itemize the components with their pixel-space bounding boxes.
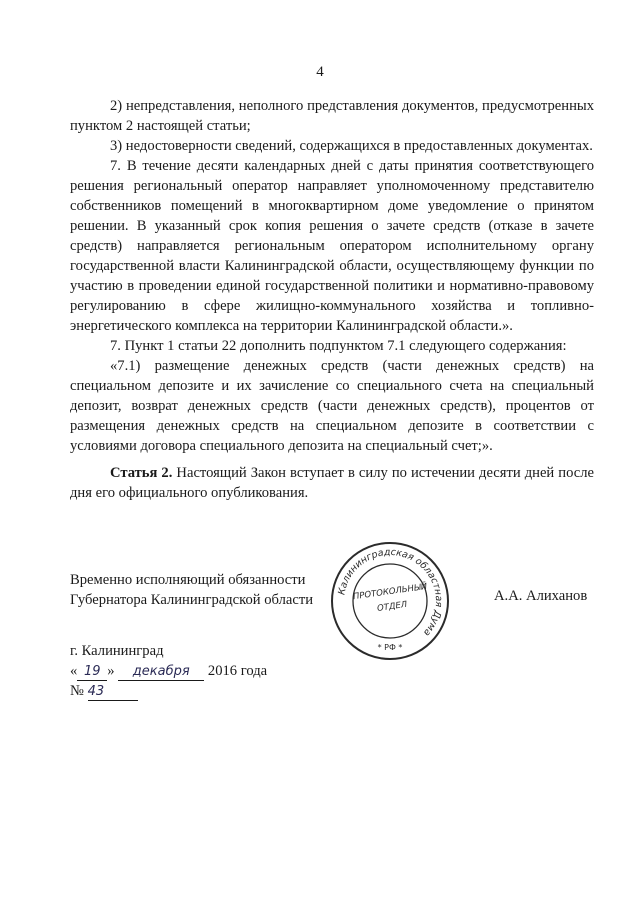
paragraph-item-2: 2) непредставления, неполного представления документов, предусмотренных пунктом 2 настоящей статьи;	[70, 98, 594, 134]
date-month: декабря	[118, 664, 204, 681]
date-quote-close: »	[107, 663, 115, 679]
date-quote-open: «	[70, 663, 78, 679]
signature-block	[70, 570, 350, 610]
page-number: 4	[316, 64, 324, 80]
signatory-title-line-2: Губернатора Калининградской области	[70, 592, 314, 608]
paragraph-item-3: 3) недостоверности сведений, содержащихся в предоставленных документах.	[110, 138, 593, 154]
law-text	[70, 96, 594, 456]
official-stamp	[329, 540, 451, 662]
stamp-bottom-text: * РФ *	[377, 643, 403, 652]
city: г. Калининград	[70, 643, 164, 659]
paragraph-point-7: 7. В течение десяти календарных дней с даты принятия соответствующего решения региональный оператор направляет уполномоченному представителю собственников помещений в многоквартирном доме уведомление о принятом решении. В указанный срок копия решения о зачете средств (отказе в зачете средств) направляется региональным оператором исполнительному органу государственной власти Калининградской области, осуществляющему функции по участию в проведении единой государственной политики и нормативно-правовому регулированию в сфере жилищно-коммунального хозяйства и топливно-энергетического комплекса на территории Калининградской области.».	[70, 158, 594, 334]
stamp-inner-line-1: ПРОТОКОЛЬНЫЙ	[352, 581, 428, 603]
number-value: 43	[88, 684, 138, 701]
date-year: 2016 года	[207, 663, 268, 679]
article-2-paragraph	[70, 463, 594, 503]
signatory-name: А.А. Алиханов	[494, 588, 588, 604]
article-2	[70, 463, 594, 503]
law-number	[70, 681, 267, 701]
stamp-inner-line-2: ОТДЕЛ	[376, 599, 408, 614]
number-label: №	[70, 683, 84, 699]
paragraph-subpoint-7-1: «7.1) размещение денежных средств (части денежных средств) на специальном депозите и их зачисление со специального счета на специальный депозит, возврат денежных средств (части денежных средств), процентов от размещения денежных средств на специальном депозите в соответствии с условиями договора специального депозита на специальный счет;».	[70, 358, 594, 454]
paragraph-amendment-7: 7. Пункт 1 статьи 22 дополнить подпунктом 7.1 следующего содержания:	[110, 338, 567, 354]
article-heading: Статья 2.	[110, 465, 173, 481]
signatory-title-line-1: Временно исполняющий обязанности	[70, 572, 306, 588]
signing-date	[70, 661, 267, 681]
article-text: Настоящий Закон вступает в силу по истечении десяти дней после дня его официального опубликования.	[70, 465, 594, 501]
stamp-outer-text: Калининградская областная Дума	[336, 546, 445, 639]
date-day: 19	[77, 664, 107, 681]
place-date-block	[70, 641, 267, 701]
